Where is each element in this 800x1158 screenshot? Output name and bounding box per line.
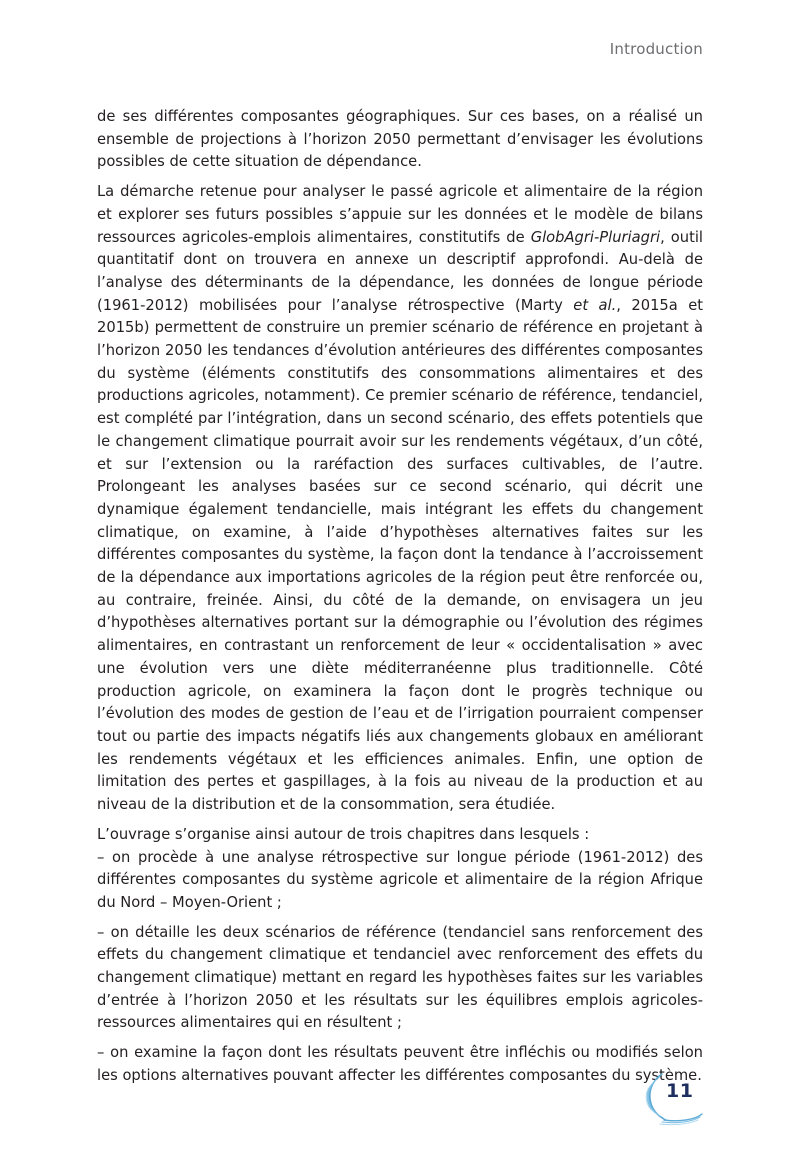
body-text — [97, 106, 703, 1095]
tool-name: GlobAgri-Pluriagri — [530, 228, 661, 246]
page-number-badge — [640, 1068, 706, 1126]
paragraph-structure-intro: L’ouvrage s’organise ainsi autour de trois chapitres dans lesquels : — [97, 825, 590, 843]
paragraph-methodology — [97, 181, 703, 817]
list-item: – on détaille les deux scénarios de référence (tendanciel sans renforcement des effets du changement climatique et tendanciel avec renforcement des effets du changement climatique) mettant en regard les hypothèses faites sur les variables d’entrée à l’horizon 2050 et les résultats sur les équilibres emplois agricoles-ressources alimentaires qui en résultent ; — [97, 923, 703, 1032]
paragraph-methodology-part-b: , outil quantitatif dont on trouvera en annexe un descriptif approfondi. Au-delà de l’analyse des déterminants de la dépendance, les données de longue période (1961-2012) mobilisées pour l’analyse rétrospective (Marty — [97, 228, 703, 314]
list-item: – on examine la façon dont les résultats peuvent être infléchis ou modifiés selon les options alternatives pouvant affecter les différentes composantes du système. — [97, 1044, 703, 1084]
running-header-title: Introduction — [609, 40, 703, 58]
paragraph-methodology-part-a: La démarche retenue pour analyser le passé agricole et alimentaire de la région et explorer ses futurs possibles s’appuie sur les données et le modèle de bilans ressources agricoles-emplois alimentaires, constitutifs de — [97, 183, 703, 246]
paragraph-methodology-part-c: , 2015a et 2015b) permettent de construire un premier scénario de référence en projetant à l’horizon 2050 les tendances d’évolution antérieures des différentes composantes du système (éléments constitutifs des consommations alimentaires et des productions agricoles, notamment). Ce premier scénario de référence, tendanciel, est complété par l’intégration, dans un second scénario, des effets potentiels que le changement climatique pourrait avoir sur les rendements végétaux, d’un côté, et sur l’extension ou la raréfaction des surfaces cultivables, de l’autre. Prolongeant les analyses basées sur ce second scénario, qui décrit une dynamique également tendancielle, mais intégrant les effets du changement climatique, on examine, à l’aide d’hypothèses alternatives faites sur les différentes composantes du système, la façon dont la tendance à l’accroissement de la dépendance aux importations agricoles de la région peut être renforcée ou, au contraire, freinée. Ainsi, du côté de la demande, on envisagera un jeu d’hypothèses alternatives portant sur la démographie ou l’évolution des régimes alimentaires, en contrastant un renforcement de leur « occidentalisation » avec une évolution vers une diète méditerranéenne plus traditionnelle. Côté production agricole, on examinera la façon dont le progrès technique ou l’évolution des modes de gestion de l’eau et de l’irrigation pourraient compenser tout ou partie des impacts négatifs liés aux changements globaux en améliorant les rendements végétaux et les efficiences animales. Enfin, une option de limitation des pertes et gaspillages, à la fois au niveau de la production et au niveau de la distribution et de la consommation, sera étudiée. — [97, 296, 703, 814]
list-item: – on procède à une analyse rétrospective sur longue période (1961-2012) des différentes composantes du système agricole et alimentaire de la région Afrique du Nord – Moyen-Orient ; — [97, 848, 703, 911]
paragraph-continuation: de ses différentes composantes géographiques. Sur ces bases, on a réalisé un ensemble de projections à l’horizon 2050 permettant d’envisager les évolutions possibles de cette situation de dépendance. — [97, 108, 703, 171]
citation-et-al: et al. — [573, 296, 617, 314]
page-number: 11 — [666, 1080, 694, 1102]
